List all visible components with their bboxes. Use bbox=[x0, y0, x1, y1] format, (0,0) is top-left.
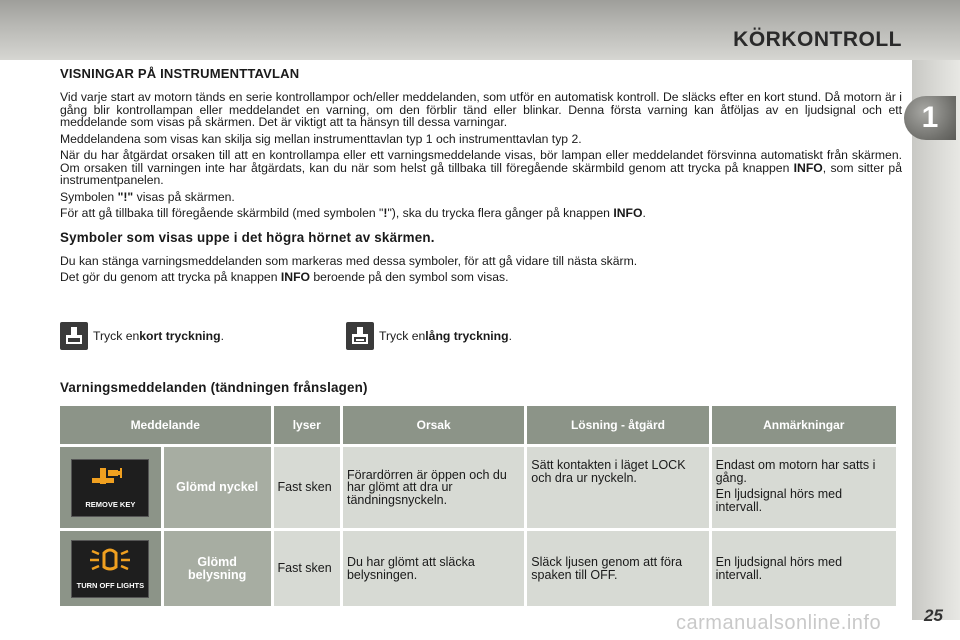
key-warning-caption: REMOVE KEY bbox=[85, 500, 136, 509]
row-losning: Släck ljusen genom att föra spaken till OFF. bbox=[527, 531, 708, 609]
page-title: KÖRKONTROLL bbox=[733, 28, 902, 51]
row-orsak: Du har glömt att släcka belysningen. bbox=[343, 531, 524, 609]
row-orsak: Förardörren är öppen och du har glömt att dra ur tändningsnyckeln. bbox=[343, 447, 524, 531]
header-losning: Lösning - åtgärd bbox=[527, 406, 708, 447]
row-name: Glömd belysning bbox=[164, 531, 271, 609]
long-press-icon bbox=[346, 322, 374, 350]
row-lyser: Fast sken bbox=[274, 447, 340, 531]
table-title: Varningsmeddelanden (tändningen frånslagen) bbox=[60, 380, 368, 395]
chapter-number: 1 bbox=[921, 101, 939, 134]
table-row bbox=[60, 447, 896, 531]
watermark: carmanualsonline.info bbox=[676, 612, 882, 634]
remark-1: Endast om motorn har satts i gång. bbox=[715, 458, 876, 485]
table-header-row bbox=[60, 406, 896, 447]
chapter-tab[interactable] bbox=[904, 96, 956, 140]
close-warning-paragraph: Du kan stänga varningsmeddelanden som markeras med dessa symboler, för att gå vidare till nästa skärm. bbox=[60, 253, 638, 268]
headlight-warning-caption: TURN OFF LIGHTS bbox=[76, 581, 145, 590]
row-icon-cell bbox=[60, 531, 161, 609]
headlight-warning-icon bbox=[71, 540, 149, 598]
section-title: VISNINGAR PÅ INSTRUMENTTAVLAN bbox=[60, 66, 300, 81]
row-name: Glömd nyckel bbox=[164, 447, 271, 531]
panel-type-paragraph: Meddelandena som visas kan skilja sig mellan instrumenttavlan typ 1 och instrumenttavlan typ 2. bbox=[60, 131, 582, 146]
remark-1: En ljudsignal hörs med intervall. bbox=[715, 555, 843, 582]
info-button-paragraph: Det gör du genom att trycka på knappen INFO beroende på den symbol som visas. bbox=[60, 270, 509, 284]
press-legend bbox=[60, 322, 902, 352]
intro-paragraph: Vid varje start av motorn tänds en serie kontrollampor och/eller meddelanden, som utför en automatisk kontroll. De släcks efter en kort stund. Då motorn är i gång blir kontrollampan eller meddelandet en varning, om den förblir tänd eller blinkar. Denna första varning kan åtföljas av en ljudsignal och ett meddelande som visas på skärmen. Det är viktigt att ta hänsyn till dessa varningar. bbox=[60, 90, 902, 129]
header-orsak: Orsak bbox=[343, 406, 524, 447]
chapter-strip bbox=[912, 60, 960, 620]
row-icon-cell bbox=[60, 447, 161, 531]
long-press-label: lång tryckning bbox=[425, 329, 509, 343]
header-anmarkningar: Anmärkningar bbox=[712, 406, 896, 447]
short-press-item: Tryck en kort tryckning . bbox=[60, 322, 224, 350]
key-warning-icon bbox=[71, 459, 149, 517]
row-anmarkningar bbox=[712, 447, 896, 531]
remark-2: En ljudsignal hörs med intervall. bbox=[715, 487, 843, 514]
long-press-item: Tryck en lång tryckning . bbox=[346, 322, 512, 350]
row-anmarkningar bbox=[712, 531, 896, 609]
short-press-icon bbox=[60, 322, 88, 350]
return-paragraph: För att gå tillbaka till föregående skärmbild (med symbolen "!"), ska du trycka flera gånger på knappen INFO. bbox=[60, 206, 646, 220]
header-meddelande: Meddelande bbox=[60, 406, 271, 447]
symbol-paragraph: Symbolen "!" visas på skärmen. bbox=[60, 189, 235, 204]
short-press-label: kort tryckning bbox=[139, 329, 221, 343]
main-content bbox=[60, 66, 902, 288]
subsection-title: Symboler som visas uppe i det högra hörnet av skärmen. bbox=[60, 229, 435, 245]
header-lyser: lyser bbox=[274, 406, 340, 447]
row-lyser: Fast sken bbox=[274, 531, 340, 609]
page-number: 25 bbox=[924, 606, 943, 625]
table-row bbox=[60, 531, 896, 609]
warning-table bbox=[57, 406, 899, 609]
row-losning: Sätt kontakten i läget LOCK och dra ur nyckeln. bbox=[527, 447, 708, 531]
clear-warning-paragraph: När du har åtgärdat orsaken till att en kontrollampa eller ett varningsmeddelande visas, bör lampan eller meddelandet försvinna automatiskt från skärmen. Om orsaken till varningen inte har åtgärdats, kan du när som helst gå tillbaka till föregående skärmbild genom att trycka på knappen INFO, som sitter på instrumentpanelen. bbox=[60, 148, 902, 187]
